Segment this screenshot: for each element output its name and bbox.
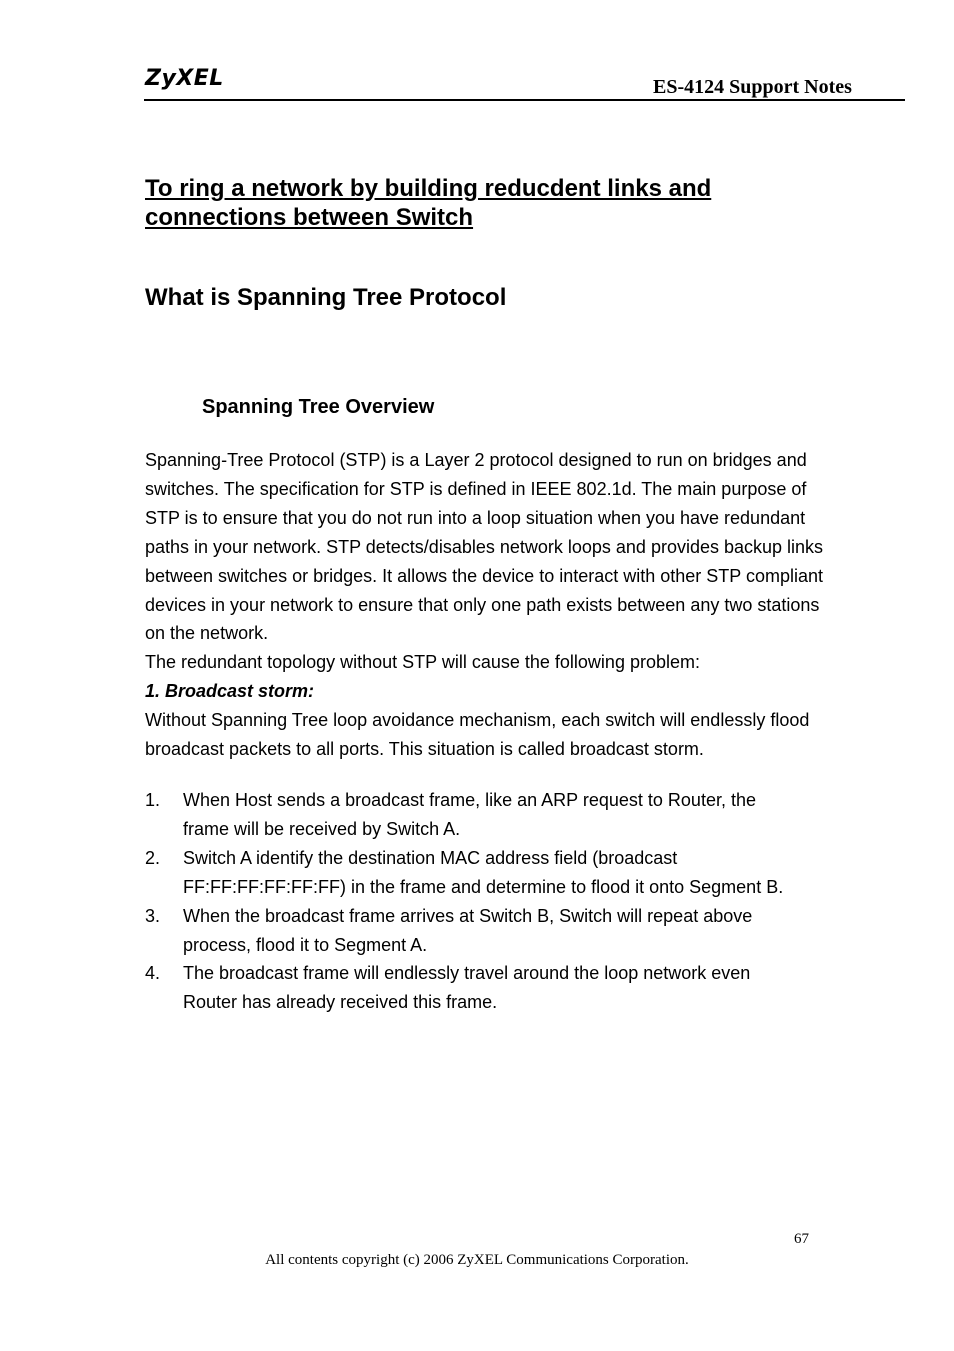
list-item [145,786,785,844]
page-title: To ring a network by building reducdent links and connections between Switch [145,175,712,231]
list-item-number: 4. [145,963,161,984]
section-heading: What is Spanning Tree Protocol [145,284,507,311]
intro-paragraph: Spanning-Tree Protocol (STP) is a Layer 2 protocol designed to run on bridges and switches. The specification for STP is defined in IEEE 802.1d. The main purpose of STP is to ensure that you do not run into a loop situation when you have redundant paths in your network. STP detects/disables network loops and provides backup links between switches or bridges. It allows the device to interact with other STP compliant devices in your network to ensure that only one path exists between any two stations on the network. [145,450,824,644]
list-item-number: 2. [145,847,161,868]
steps-list [145,786,785,1017]
problem-intro: The redundant topology without STP will cause the following problem: [145,652,700,673]
list-item [145,844,785,902]
list-item-text: The broadcast frame will endlessly travel around the loop network even Router has already received this frame. [183,963,751,1013]
header-title: ES-4124 Support Notes [653,76,852,98]
copyright-notice: All contents copyright (c) 2006 ZyXEL Communications Corporation. [265,1252,689,1268]
list-item-text: When the broadcast frame arrives at Switch B, Switch will repeat above process, flood it to Segment A. [183,905,753,955]
list-item [145,959,785,1017]
zyxel-logo: ZyXEL [145,66,224,91]
subsection-heading: Spanning Tree Overview [202,396,435,418]
page-number: 67 [794,1231,809,1247]
problem-description: Without Spanning Tree loop avoidance mechanism, each switch will endlessly flood broadcast packets to all ports. This situation is called broadcast storm. [145,710,810,760]
list-item-number: 1. [145,790,161,810]
list-item-text: Switch A identify the destination MAC address field (broadcast FF:FF:FF:FF:FF:FF) in the frame and determine to flood it onto Segment B. [183,847,784,897]
list-item-number: 3. [145,905,161,926]
problem-heading: 1. Broadcast storm: [145,681,315,702]
list-item-text: When Host sends a broadcast frame, like an ARP request to Router, the frame will be received by Switch A. [183,790,756,839]
list-item [145,902,785,960]
body-text-block [145,446,825,764]
header-divider [144,99,905,101]
